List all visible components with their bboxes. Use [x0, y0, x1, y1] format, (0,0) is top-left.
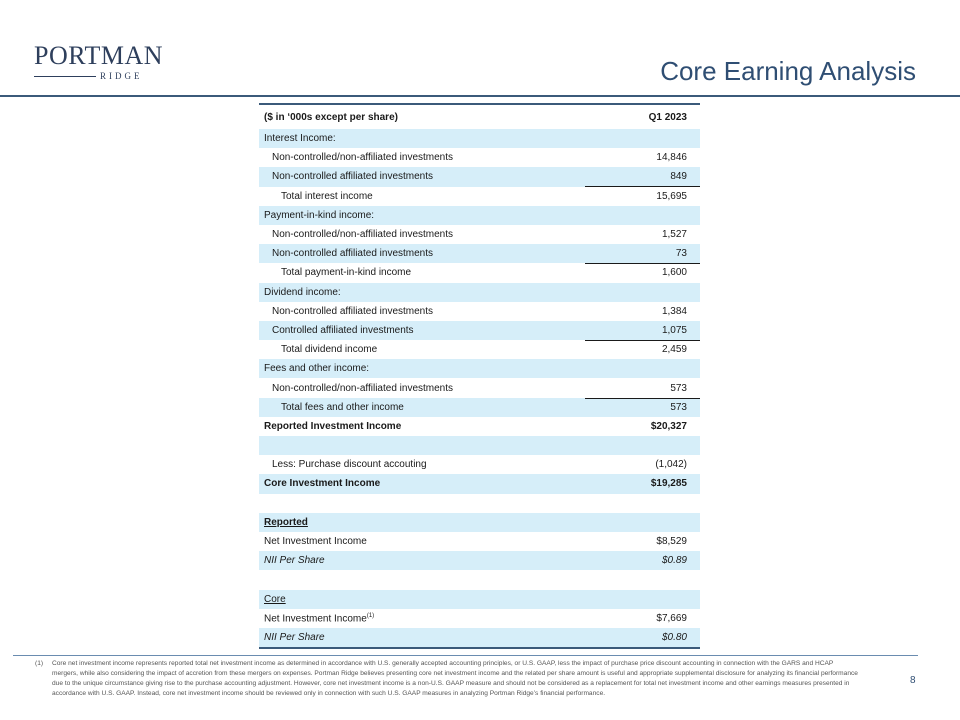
row-label: Dividend income:: [264, 286, 341, 298]
table-row: [259, 628, 700, 647]
row-label: Total payment-in-kind income: [281, 267, 412, 279]
table-row: [259, 378, 700, 397]
table-row: [259, 206, 700, 225]
table-row: [259, 244, 700, 263]
table-row: [259, 551, 700, 570]
table-row: [259, 225, 700, 244]
row-value: (1,042): [655, 459, 687, 471]
row-value: 573: [670, 401, 687, 413]
core-earnings-table: [259, 103, 700, 649]
row-value: $19,285: [650, 478, 687, 490]
header-divider: [0, 95, 960, 97]
table-row: [259, 187, 700, 206]
row-label: Non-controlled/non-affiliated investments: [272, 152, 454, 164]
row-value: 2,459: [661, 344, 687, 356]
row-value: $7,669: [656, 612, 687, 624]
row-label: Fees and other income:: [264, 363, 370, 375]
table-row: [259, 302, 700, 321]
page-number: 8: [910, 675, 916, 686]
footnote: [35, 659, 860, 699]
table-row: [259, 129, 700, 148]
row-value: 1,600: [661, 267, 687, 279]
spacer-row: [259, 436, 700, 455]
table-row: [259, 340, 700, 359]
table-row: [259, 532, 700, 551]
logo-rule: [34, 76, 96, 77]
table-row: [259, 455, 700, 474]
table-bottom-rule: [259, 647, 700, 649]
logo-wordmark: PORTMAN: [34, 41, 164, 70]
row-label: Non-controlled/non-affiliated investments: [272, 229, 454, 241]
spacer-row: [259, 494, 700, 513]
row-label: Non-controlled affiliated investments: [272, 248, 434, 260]
row-label: Non-controlled affiliated investments: [272, 305, 434, 317]
page-title: Core Earning Analysis: [660, 56, 916, 86]
footnote-number: (1): [35, 660, 44, 667]
row-value: $0.89: [661, 555, 687, 567]
row-value: 1,075: [661, 324, 687, 336]
row-label: Total fees and other income: [281, 401, 404, 413]
row-value: 573: [670, 382, 687, 394]
row-value: 73: [675, 248, 687, 260]
row-label: Reported Investment Income: [264, 420, 402, 432]
table-row: [259, 321, 700, 340]
reported-section-heading: [259, 513, 700, 532]
table-row: [259, 359, 700, 378]
table-row: [259, 148, 700, 167]
footnote-text: Core net investment income represents reported total net investment income as determined in accordance with U.S. generally accepted accounting principles, or U.S. GAAP, less the impact of purchase price discount accounting in connection with the GARS and HCAP mergers, while also considering the impact of accretion from these mergers on expenses. Portman Ridge believes presenting core net investment income and the related per share amount is useful and appropriate supplemental disclosure for analyzing its financial performance due to the unique circumstance giving rise to the purchase accounting adjustment. However, core net investment income is a non-U.S. GAAP measure and should not be considered as a replacement for total net investment income and other earnings measures presented in accordance with U.S. GAAP. Instead, core net investment income should be reviewed only in connection with such U.S. GAAP measures in analyzing Portman Ridge’s financial performance.: [52, 660, 858, 697]
row-label: Payment-in-kind income:: [264, 209, 375, 221]
row-label-text: Net Investment Income: [264, 612, 367, 624]
spacer-row: [259, 570, 700, 589]
row-label: Core: [264, 593, 286, 605]
logo-subtext: RIDGE: [100, 71, 143, 81]
row-label: Net Investment Income: [264, 536, 367, 548]
company-logo: [34, 41, 164, 82]
table-row: [259, 167, 700, 186]
row-value: 14,846: [656, 152, 687, 164]
footnote-marker: (1): [366, 612, 375, 619]
row-value: 849: [670, 171, 687, 183]
table-header-row: [259, 105, 700, 129]
reported-investment-income-row: [259, 417, 700, 436]
table-row: [259, 398, 700, 417]
row-value: 1,384: [661, 305, 687, 317]
row-label: Reported: [264, 516, 308, 528]
table-row: [259, 609, 700, 628]
header-period: Q1 2023: [648, 111, 687, 123]
core-section-heading: [259, 590, 700, 609]
row-value: $8,529: [656, 536, 687, 548]
row-label: [264, 613, 374, 624]
row-value: 15,695: [656, 190, 687, 202]
row-label: NII Per Share: [264, 555, 325, 567]
row-label: NII Per Share: [264, 631, 325, 643]
row-value: $20,327: [650, 420, 687, 432]
row-label: Total interest income: [281, 190, 373, 202]
row-label: Less: Purchase discount accouting: [272, 459, 427, 471]
row-label: Non-controlled affiliated investments: [272, 171, 434, 183]
footer-divider: [13, 655, 918, 656]
row-label: Interest Income:: [264, 133, 336, 145]
row-label: Controlled affiliated investments: [272, 324, 414, 336]
table-row: [259, 263, 700, 282]
header-label: ($ in ‘000s except per share): [264, 111, 398, 123]
row-value: 1,527: [661, 229, 687, 241]
row-label: Non-controlled/non-affiliated investments: [272, 382, 454, 394]
row-value: $0.80: [661, 631, 687, 643]
table-row: [259, 283, 700, 302]
row-label: Core Investment Income: [264, 478, 381, 490]
row-label: Total dividend income: [281, 344, 378, 356]
core-investment-income-row: [259, 474, 700, 493]
